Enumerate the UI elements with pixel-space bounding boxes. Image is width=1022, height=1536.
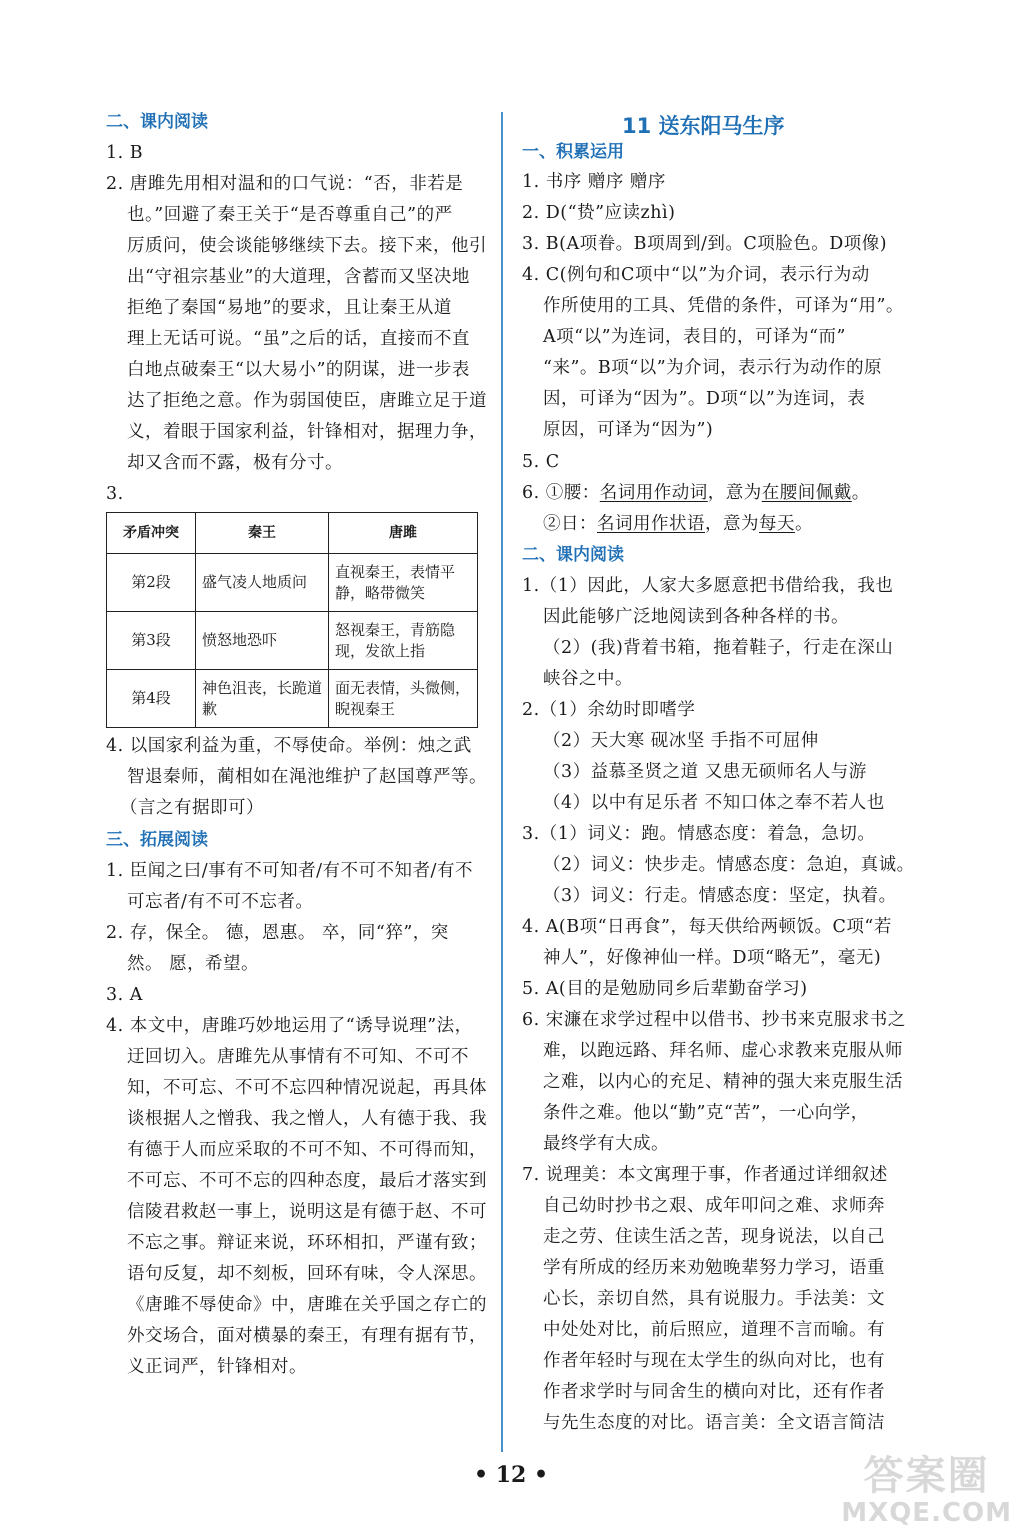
table-row [107,670,478,728]
answer-line: 走之劳、住读生活之苦，现身说法，以自己 [543,1227,885,1247]
answer-text: 。 [795,514,813,534]
table-cell: 第2段 [107,554,196,612]
answer-line: 3. B(A项眷。B项周到/到。C项脸色。D项像) [522,234,888,254]
answer-line: 然。 愿，希望。 [127,954,260,974]
answer-line: 厉质问，使会谈能够继续下去。接下来，他引 [127,236,487,256]
answer-line: 4. 以国家利益为重，不辱使命。举例：烛之武 [106,736,472,756]
underlined-text: 名词用作状语 [597,514,705,534]
answer-line: 条件之难。他以“勤”克“苦”，一心向学， [543,1103,869,1123]
answer-line: 之难，以内心的充足、精神的强大来克服生活 [543,1072,903,1092]
answer-line: 谈根据人之憎我、我之憎人，人有德于我、我 [127,1109,487,1129]
answer-line: 1. 臣闻之曰/事有不可知者/有不可不知者/有不 [106,861,473,881]
answer-line: 3. A [106,985,143,1005]
answer-line: 《唐雎不辱使命》中，唐雎在关乎国之存亡的 [127,1295,487,1315]
answer-line: 义正词严，针锋相对。 [127,1357,307,1377]
answer-line: 原因，可译为“因为”) [543,420,714,440]
table-header: 秦王 [196,513,329,554]
answer-line: 2. D(“贽”应读zhì) [522,203,676,223]
answer-line [522,481,870,505]
answer-line: 难，以跑远路、拜名师、虚心求教来克服从师 [543,1041,903,1061]
section-heading: 二、课内阅读 [522,545,624,565]
answer-line: 有德于人而应采取的不可不知、不可得而知， [127,1140,487,1160]
answer-line: 自己幼时抄书之艰、成年叩问之难、求师奔 [543,1196,885,1216]
answer-line: 作者年轻时与现在太学生的纵向对比，也有 [543,1351,885,1371]
watermark-text: 答案圈 [863,1453,990,1499]
answer-line: 义，着眼于国家利益，针锋相对，据理力争， [127,422,487,442]
answer-line: 2. 唐雎先用相对温和的口气说：“否，非若是 [106,174,464,194]
answer-line: 达了拒绝之意。作为弱国使臣，唐雎立足于道 [127,391,487,411]
page-number: • 12 • [473,1462,549,1488]
answer-line: 作者求学时与同舍生的横向对比，还有作者 [543,1382,885,1402]
answer-line: 可忘者/有不可不忘者。 [127,892,314,912]
answer-text: 。 [851,483,870,503]
answer-line: 外交场合，面对横暴的秦王，有理有据有节， [127,1326,487,1346]
answer-line: 7. 说理美：本文寓理于事，作者通过详细叙述 [522,1165,888,1185]
table-cell: 面无表情，头微侧，睨视秦王 [329,670,478,728]
answer-text: ②日： [543,514,597,534]
answer-line: 4. 本文中，唐雎巧妙地运用了“诱导说理”法， [106,1016,473,1036]
answer-line: 白地点破秦王“以大易小”的阴谋，进一步表 [127,360,470,380]
answer-line: （2）天大寒 砚冰坚 手指不可屈伸 [543,731,819,751]
answer-line: 因，可译为“因为”。D项“以”为连词，表 [543,389,866,409]
answer-line: A项“以”为连词，表目的，可译为“而” [543,327,846,347]
watermark-logo [841,1454,1012,1528]
answer-line: 1. B [106,143,144,163]
table-cell: 直视秦王，表情平静，略带微笑 [329,554,478,612]
answer-line: 不可忘、不可不忘的四种态度，最后才落实到 [127,1171,487,1191]
answer-line: 1. 书序 赠序 赠序 [522,172,666,192]
answer-text: 6. ①腰： [522,483,600,503]
underlined-text: 在腰间佩戴 [761,483,852,503]
answer-line: 因此能够广泛地阅读到各种各样的书。 [543,607,849,627]
table-row [107,612,478,670]
answer-line: 4. A(B项“日再食”，每天供给两顿饭。C项“若 [522,917,892,937]
answer-line: 智退秦师，蔺相如在渑池维护了赵国尊严等。 [127,767,487,787]
section-heading: 三、拓展阅读 [106,830,208,850]
answer-line: 3.（1）词义：跑。情感态度：着急，急切。 [522,824,876,844]
answer-line: 语句反复，却不刻板，回环有味，令人深思。 [127,1264,487,1284]
answer-line: 中处处对比，前后照应，道理不言而喻。有 [543,1320,885,1340]
answer-line: 与先生态度的对比。语言美：全文语言简洁 [543,1413,885,1433]
table-row [107,554,478,612]
answer-line: 知，不可忘、不可不忘四种情况说起，再具体 [127,1078,487,1098]
answer-line: 信陵君救赵一事上，说明这是有德于赵、不可 [127,1202,487,1222]
answer-line: 学有所成的经历来劝勉晚辈努力学习，语重 [543,1258,885,1278]
table-cell: 神色沮丧，长跪道歉 [196,670,329,728]
answer-line: （3）词义：行走。情感态度：坚定，执着。 [543,886,897,906]
answer-line: 却又含而不露，极有分寸。 [127,453,343,473]
answer-line: 心长，亲切自然，具有说服力。手法美：文 [543,1289,885,1309]
answer-text: ，意为 [705,514,759,534]
underlined-text: 名词用作动词 [599,483,708,503]
answer-line: 也。”回避了秦王关于“是否尊重自己”的严 [127,205,453,225]
answer-line: 1.（1）因此，人家大多愿意把书借给我，我也 [522,576,894,596]
column-divider [501,112,503,1452]
answer-line: 迂回切入。唐雎先从事情有不可知、不可不 [127,1047,469,1067]
answer-line: 理上无话可说。“虽”之后的话，直接而不直 [127,329,470,349]
table-cell: 怒视秦王，青筋隐现，发欲上指 [329,612,478,670]
answer-line: “来”。B项“以”为介词，表示行为动作的原 [543,358,883,378]
answer-text: ，意为 [707,483,762,503]
answer-line: （3）益慕圣贤之道 又患无硕师名人与游 [543,762,867,782]
table-header: 矛盾冲突 [107,513,196,554]
answer-line: 6. 宋濂在求学过程中以借书、抄书来克服求书之 [522,1010,906,1030]
answer-line: 作所使用的工具、凭借的条件，可译为“用”。 [543,296,904,316]
watermark-url: MXQE.COM [841,1498,1012,1528]
answer-line: 出“守祖宗基业”的大道理，含蓄而又坚决地 [127,267,470,287]
answer-line: 最终学有大成。 [543,1134,669,1154]
table-cell: 第3段 [107,612,196,670]
section-heading: 二、课内阅读 [106,112,208,132]
answer-line: 4. C(例句和C项中“以”为介词，表示行为动 [522,265,870,285]
answer-line: 5. A(目的是勉励同乡后辈勤奋学习) [522,979,808,999]
conflict-table [106,512,478,728]
table-header: 唐雎 [329,513,478,554]
underlined-text: 每天 [759,514,795,534]
answer-line: 不忘之事。辩证来说，环环相扣，严谨有致； [127,1233,487,1253]
answer-line: 峡谷之中。 [543,669,633,689]
section-heading: 一、积累运用 [522,142,624,162]
answer-line: （2）(我)背着书箱，拖着鞋子，行走在深山 [543,638,894,658]
answer-line: （2）词义：快步走。情感态度：急迫，真诚。 [543,855,915,875]
table-cell: 第4段 [107,670,196,728]
table-cell: 盛气凌人地质问 [196,554,329,612]
answer-line: （4）以中有足乐者 不知口体之奉不若人也 [543,793,885,813]
lesson-title: 11 送东阳马生序 [622,114,785,138]
answer-line [543,512,813,536]
answer-line: 3. [106,484,124,504]
answer-line: 神人”，好像神仙一样。D项“略无”，毫无) [543,948,882,968]
answer-line: （言之有据即可） [120,798,264,818]
answer-line: 2.（1）余幼时即嗜学 [522,700,696,720]
answer-line: 2. 存，保全。 德，恩惠。 卒，同“猝”，突 [106,923,449,943]
table-cell: 愤怒地恐吓 [196,612,329,670]
answer-line: 拒绝了秦国“易地”的要求，且让秦王从道 [127,298,452,318]
answer-line: 5. C [522,452,560,472]
